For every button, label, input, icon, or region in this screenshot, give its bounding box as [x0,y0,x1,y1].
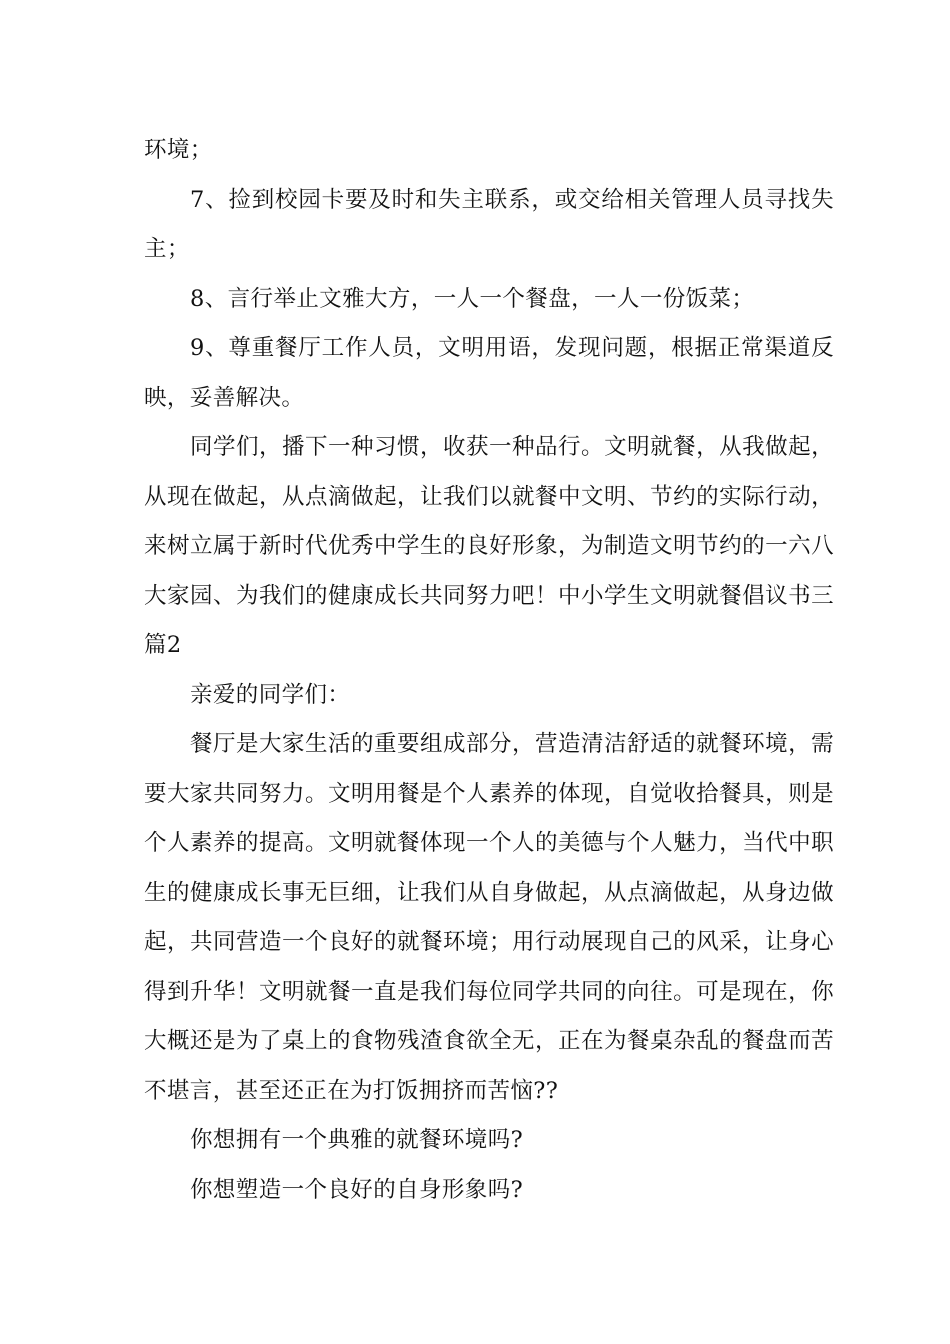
paragraph-question-1: 你想拥有一个典雅的就餐环境吗? [190,1127,524,1153]
paragraph-dining-hall: 餐厅是大家生活的重要组成部分，营造清洁舒适的就餐环境，需要大家共同努力。文明用餐是个人素养的体现，自觉收拾餐具，则是个人素养的提高。文明就餐体现一个人的美德与个人魅力，当代中职生的健康成长事无巨细，让我们从自身做起，从点滴做起，从身边做起，共同营造一个良好的就餐环境；用行动展现自己的风采，让身心得到升华！文明就餐一直是我们每位同学共同的向往。可是现在，你大概还是为了桌上的食物残渣食欲全无，正在为餐桌杂乱的餐盘而苦不堪言，甚至还正在为打饭拥挤而苦恼?? [144,731,834,1104]
paragraph-environment-end: 环境； [144,137,213,163]
paragraph-rule-7: 7、捡到校园卡要及时和失主联系，或交给相关管理人员寻找失主； [144,186,834,262]
paragraph-closing-appeal: 同学们，播下一种习惯，收获一种品行。文明就餐，从我做起，从现在做起，从点滴做起，让我们以就餐中文明、节约的实际行动，来树立属于新时代优秀中学生的良好形象，为制造文明节约的一六八大家园、为我们的健康成长共同努力吧！中小学生文明就餐倡议书三篇2 [144,434,834,658]
paragraph-question-2: 你想塑造一个良好的自身形象吗? [190,1176,524,1203]
paragraph-rule-9: 9、尊重餐厅工作人员，文明用语，发现问题，根据正常渠道反映，妥善解决。 [144,335,834,411]
paragraph-salutation: 亲爱的同学们： [190,681,351,708]
document-body [144,126,834,1215]
paragraph-rule-8: 8、言行举止文雅大方，一人一个餐盘，一人一份饭菜； [190,285,755,312]
